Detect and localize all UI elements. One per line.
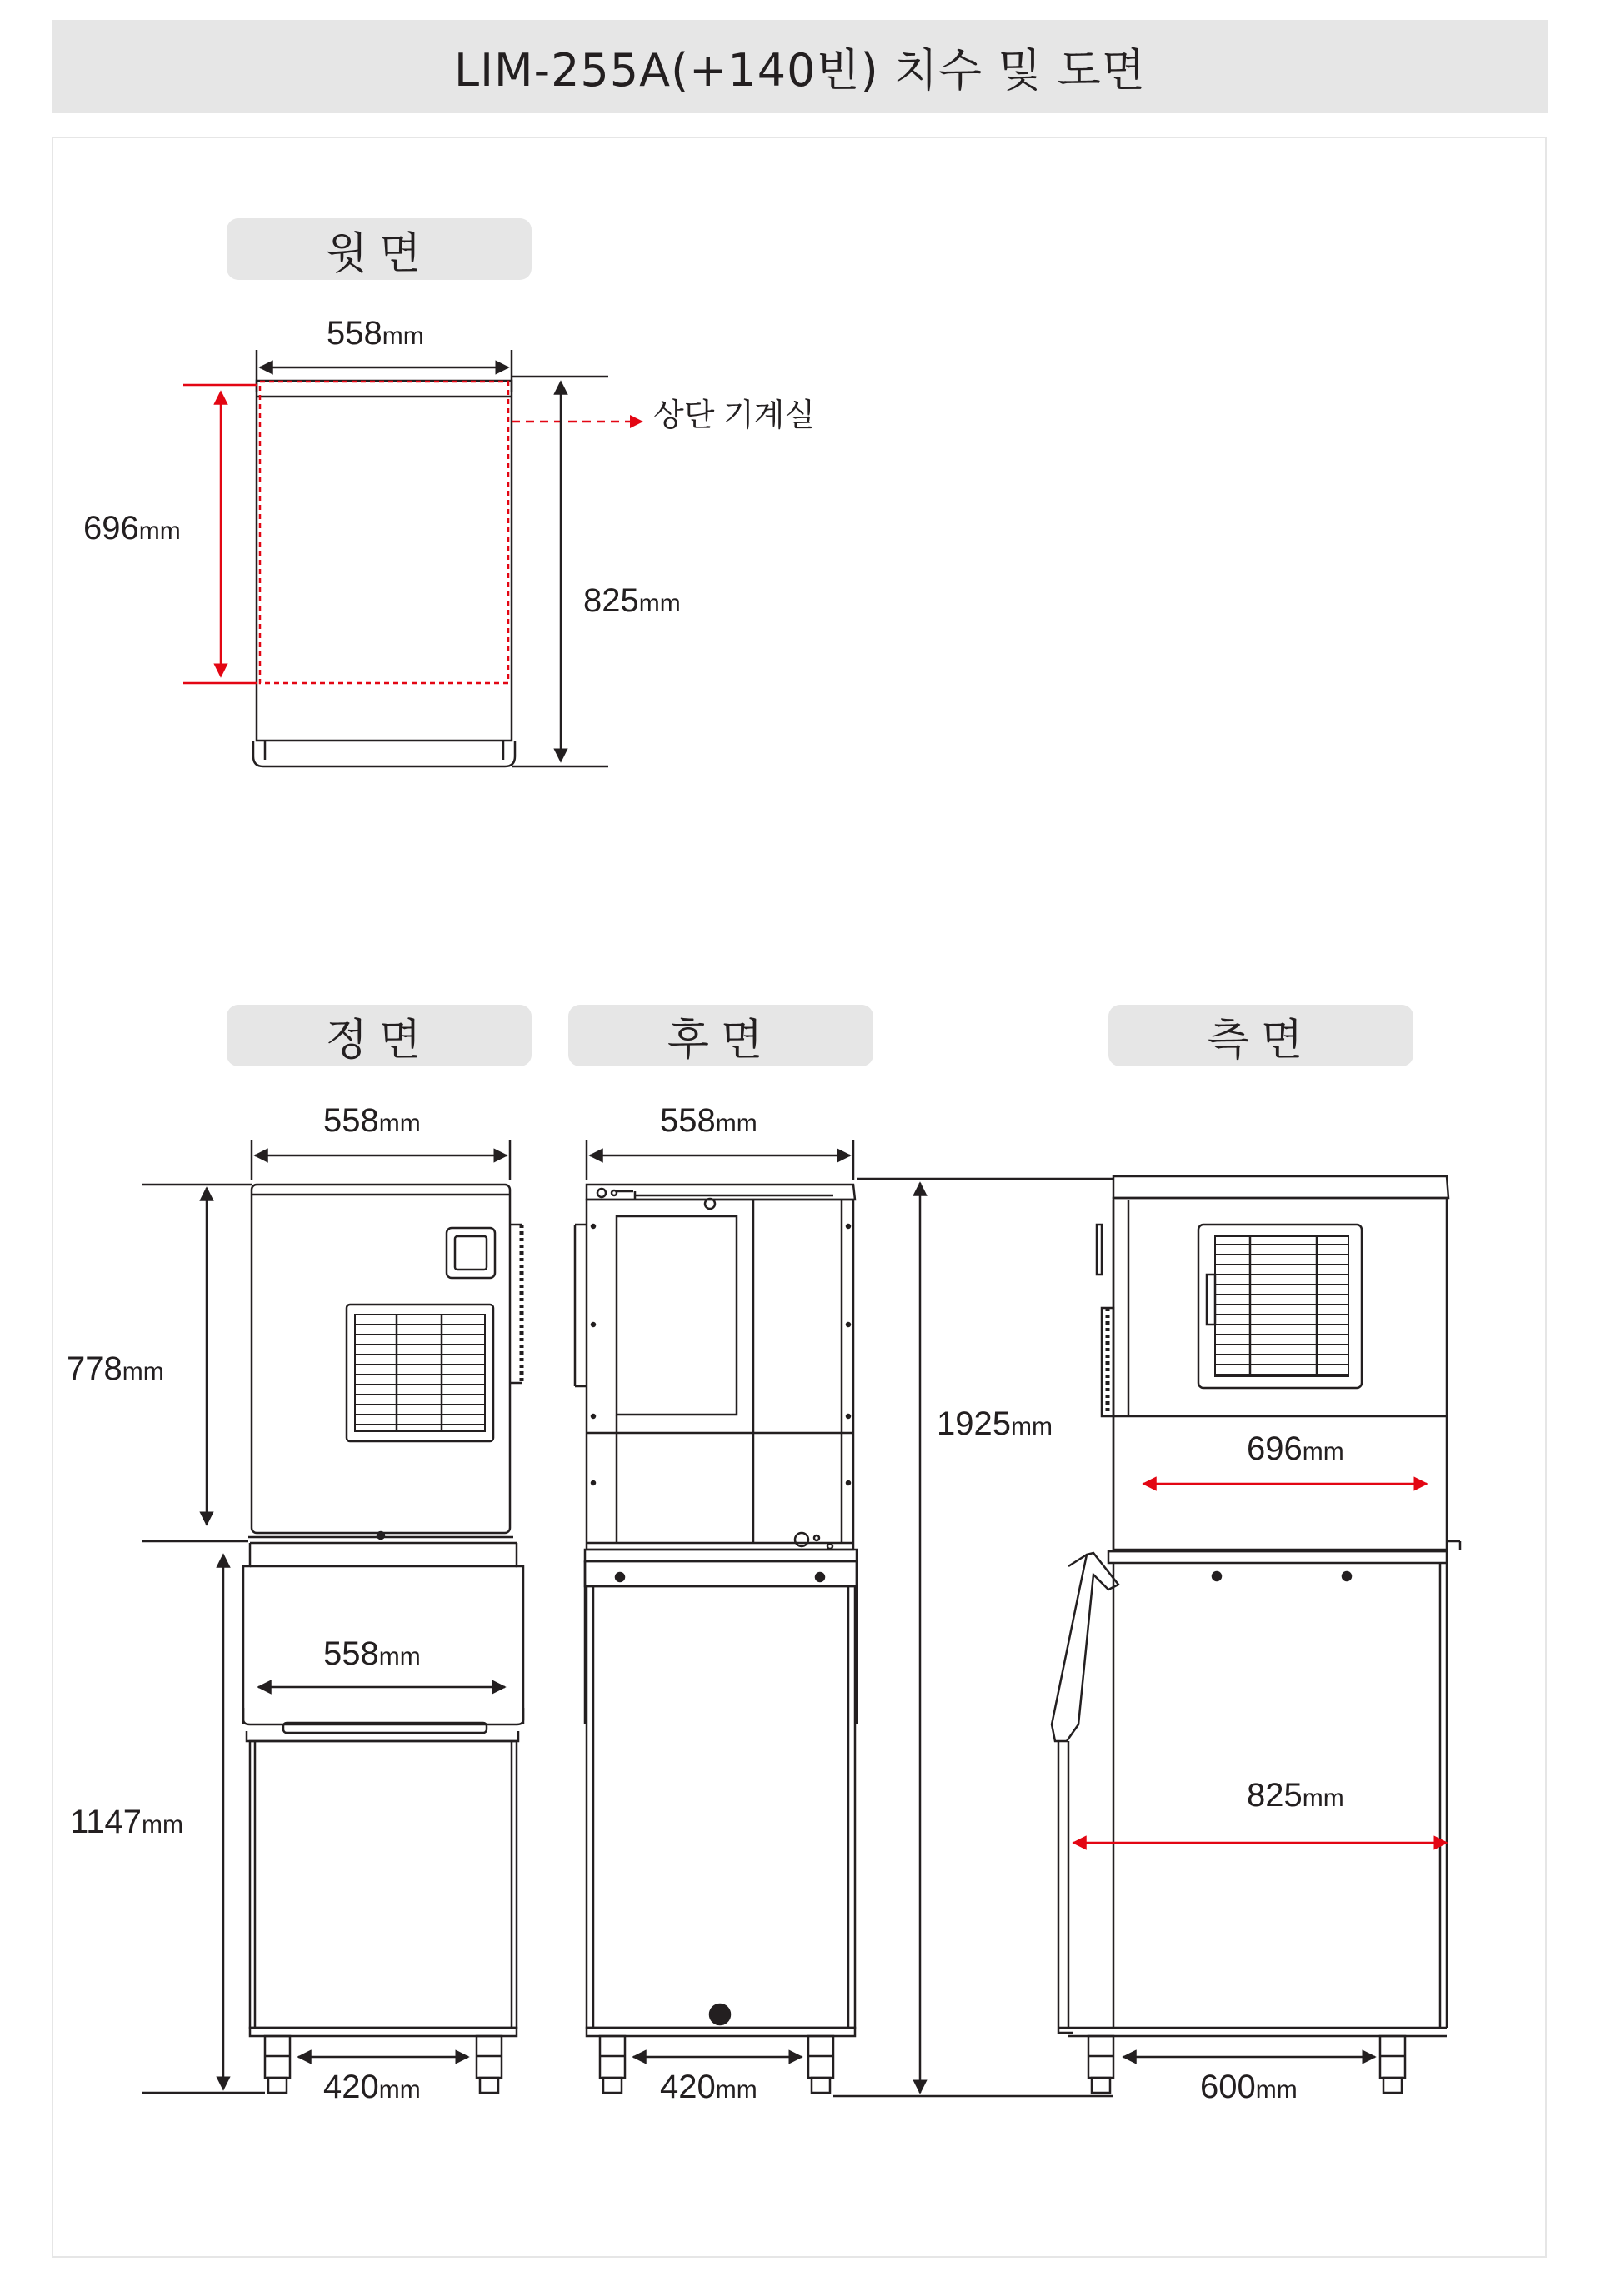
dim-front-width: 558mm <box>323 1102 421 1139</box>
rear-view <box>575 1140 857 2093</box>
dim-total-height: 1925mm <box>937 1405 1052 1442</box>
dim-top-inner-depth: 696mm <box>83 510 181 547</box>
dimension-labels <box>67 315 1344 2105</box>
label-rear-view: 후면 <box>568 1005 873 1066</box>
dim-top-width: 558mm <box>327 315 424 352</box>
side-view <box>1052 1176 1460 2093</box>
dim-front-upper-height: 778mm <box>67 1350 164 1387</box>
annotation-machine-room: 상단 기계실 <box>653 398 816 433</box>
page-title: LIM-255A(+140빈) 치수 및 도면 <box>453 43 1147 97</box>
label-side-view: 측면 <box>1108 1005 1413 1066</box>
label-top-view: 윗면 <box>227 218 532 280</box>
dim-front-leg-span: 420mm <box>323 2069 421 2105</box>
dim-side-upper-depth: 696mm <box>1247 1430 1344 1467</box>
label-front-view: 정면 <box>227 1005 532 1066</box>
dim-rear-leg-span: 420mm <box>660 2069 758 2105</box>
dim-side-leg-span: 600mm <box>1200 2069 1298 2105</box>
total-height-dimension <box>833 1179 1113 2096</box>
dim-front-bin-height: 1147mm <box>70 1804 183 1840</box>
dim-rear-width: 558mm <box>660 1102 758 1139</box>
dim-top-depth: 825mm <box>583 582 681 619</box>
top-view <box>183 350 643 766</box>
dim-side-bin-depth: 825mm <box>1247 1777 1344 1814</box>
dim-front-bin-width: 558mm <box>323 1635 421 1672</box>
front-view <box>142 1140 523 2093</box>
